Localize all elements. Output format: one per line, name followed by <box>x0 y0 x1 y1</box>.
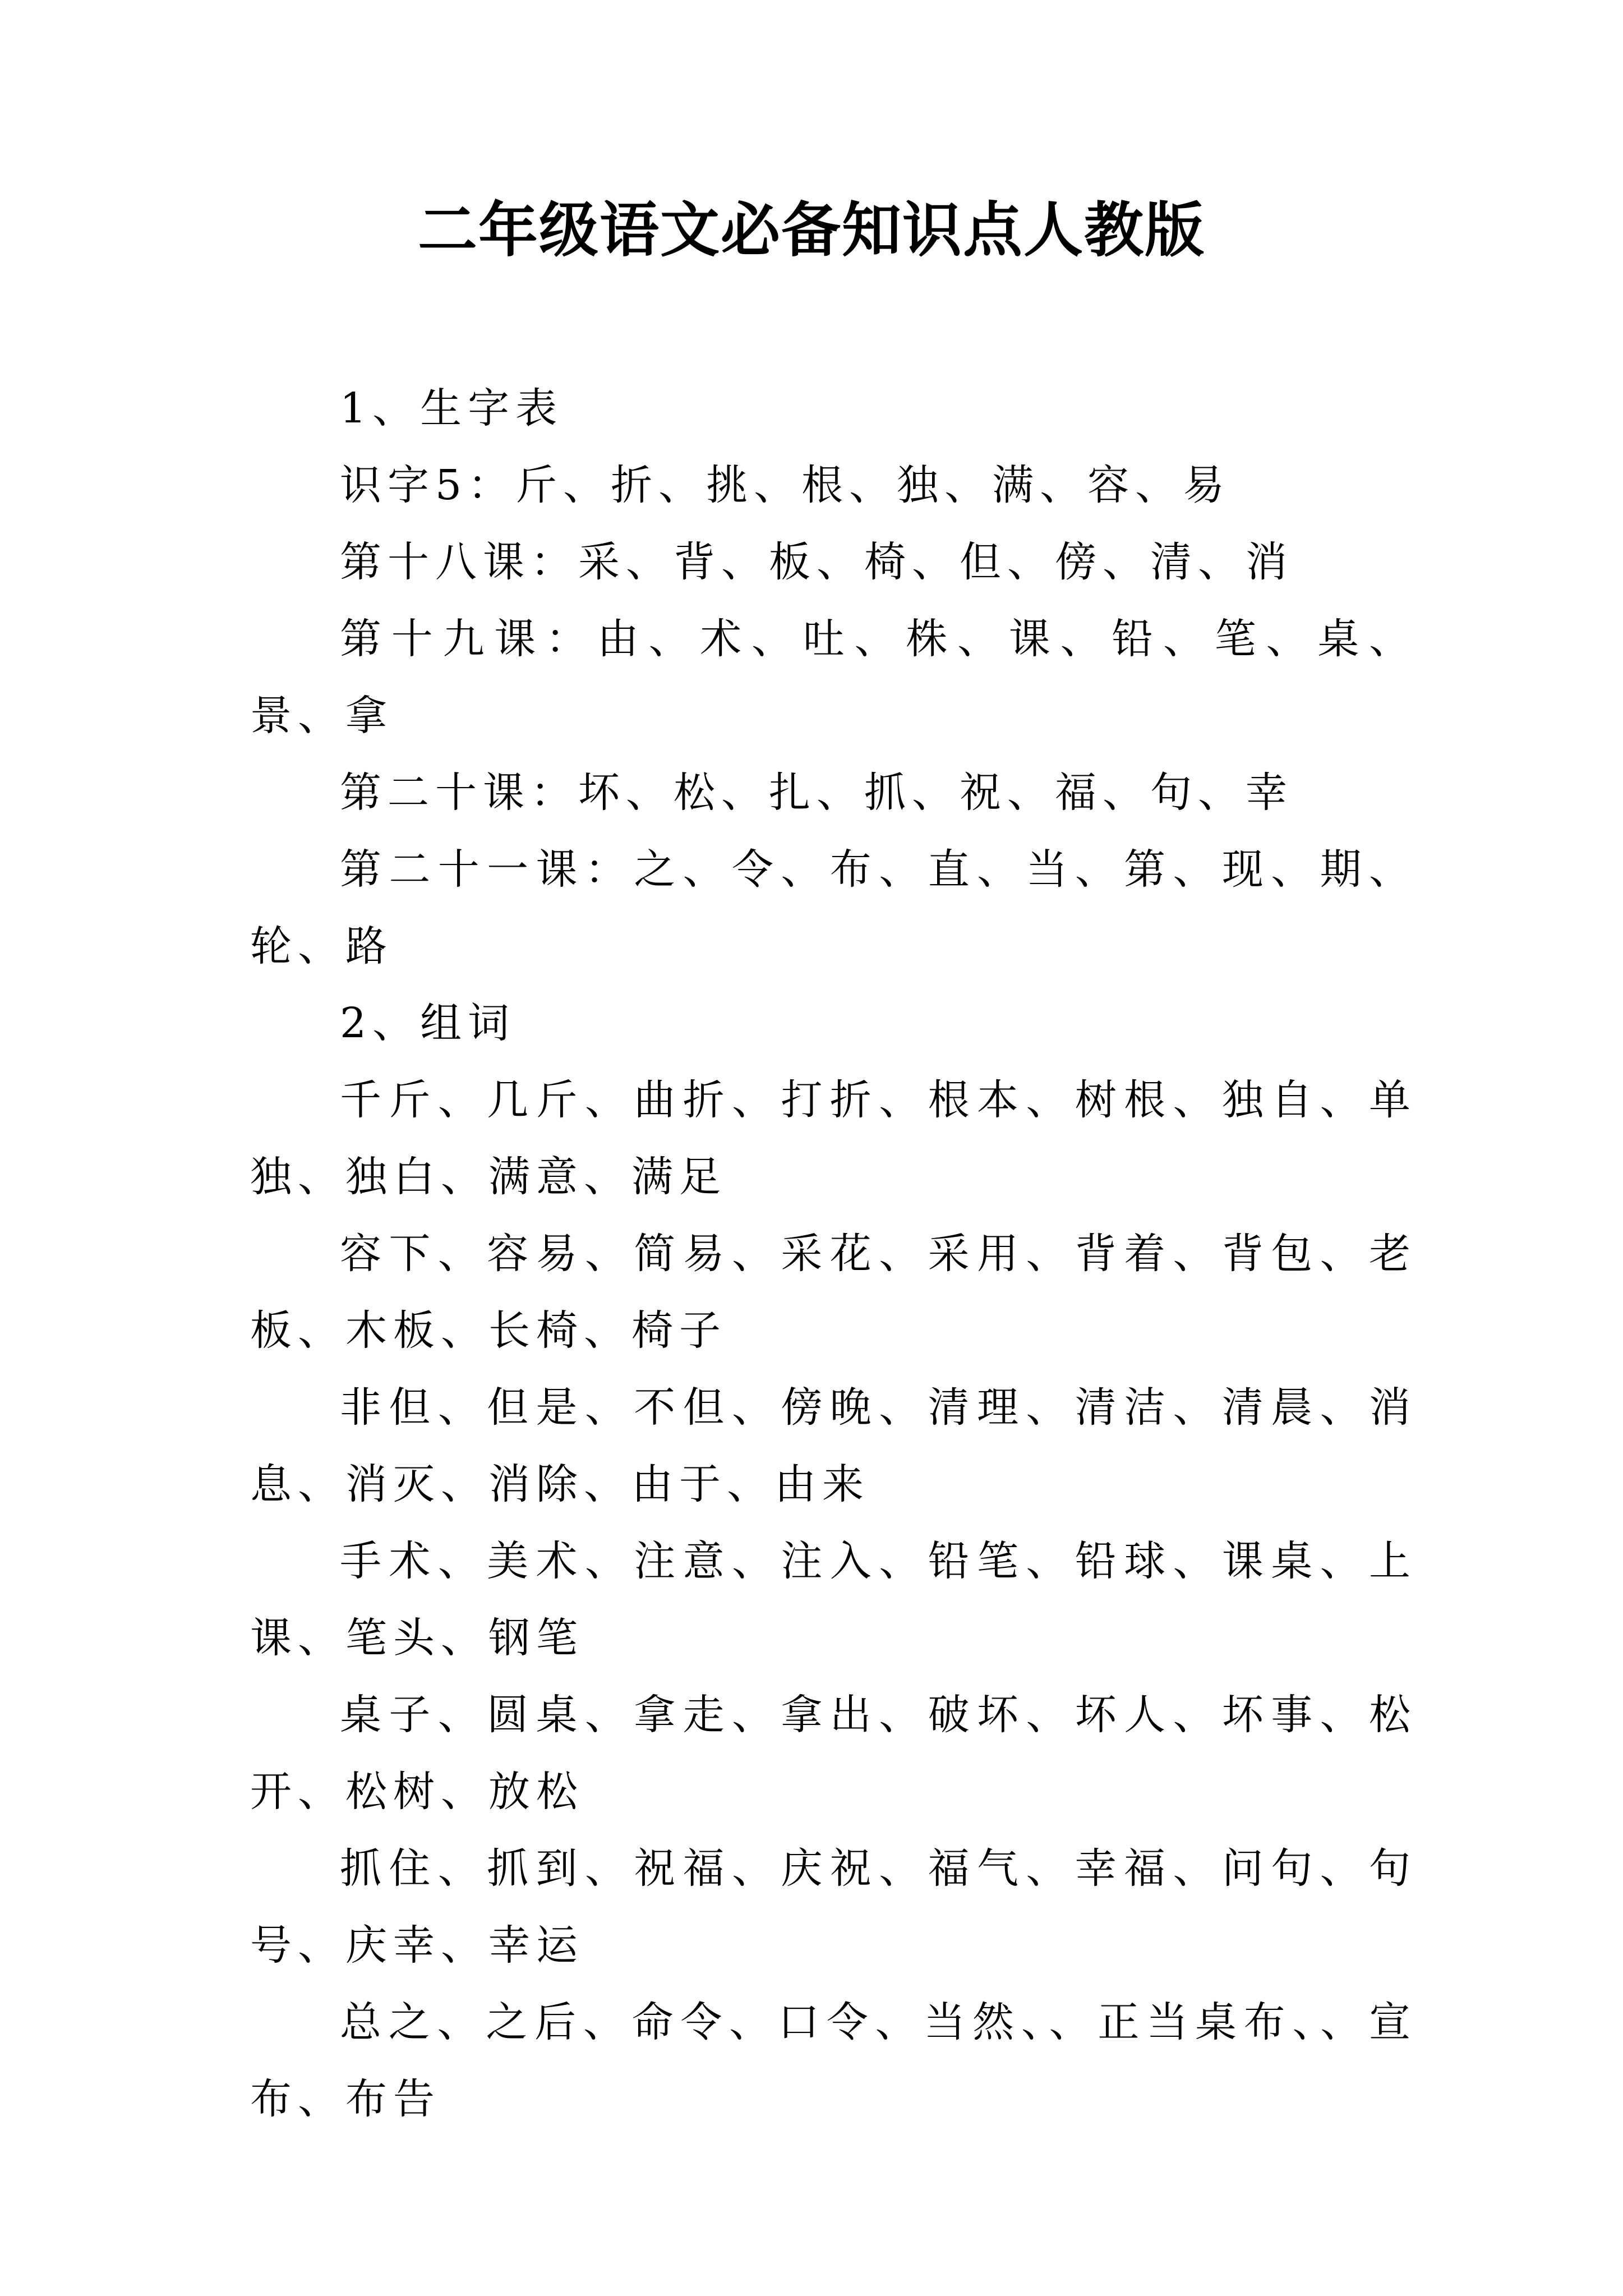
document-body <box>250 370 1417 2138</box>
paragraph-words-3: 非但、但是、不但、傍晚、清理、清洁、清晨、消息、消灭、消除、由于、由来 <box>250 1383 1417 1508</box>
paragraph-lesson-20: 第二十课：坏、松、扎、抓、祝、福、句、幸 <box>340 769 1293 817</box>
paragraph-lesson-21: 第二十一课：之、令、布、直、当、第、现、期、轮、路 <box>250 845 1417 970</box>
paragraph-words-1: 千斤、几斤、曲折、打折、根本、树根、独自、单独、独白、满意、满足 <box>250 1076 1417 1201</box>
paragraph-words-6: 抓住、抓到、祝福、庆祝、福气、幸福、问句、句号、庆幸、幸运 <box>250 1844 1417 1970</box>
paragraph-words-4: 手术、美术、注意、注入、铅笔、铅球、课桌、上课、笔头、钢笔 <box>250 1537 1417 1662</box>
paragraph-lesson-shizi-5: 识字5：斤、折、挑、根、独、满、容、易 <box>340 461 1231 509</box>
paragraph-words-7: 总之、之后、命令、口令、当然、、正当桌布、、宣布、布告 <box>250 1998 1417 2123</box>
paragraph-section-2-heading: 2、组词 <box>340 999 516 1047</box>
paragraph-section-1-heading: 1、生字表 <box>340 384 564 432</box>
paragraph-lesson-19: 第十九课：由、术、吐、株、课、铅、笔、桌、景、拿 <box>250 615 1417 740</box>
paragraph-words-5: 桌子、圆桌、拿走、拿出、破坏、坏人、坏事、松开、松树、放松 <box>250 1691 1417 1816</box>
paragraph-lesson-18: 第十八课：采、背、板、椅、但、傍、清、消 <box>340 538 1293 586</box>
document-title: 二年级语文必备知识点人教版 <box>418 195 1205 265</box>
paragraph-words-2: 容下、容易、简易、采花、采用、背着、背包、老板、木板、长椅、椅子 <box>250 1230 1417 1355</box>
